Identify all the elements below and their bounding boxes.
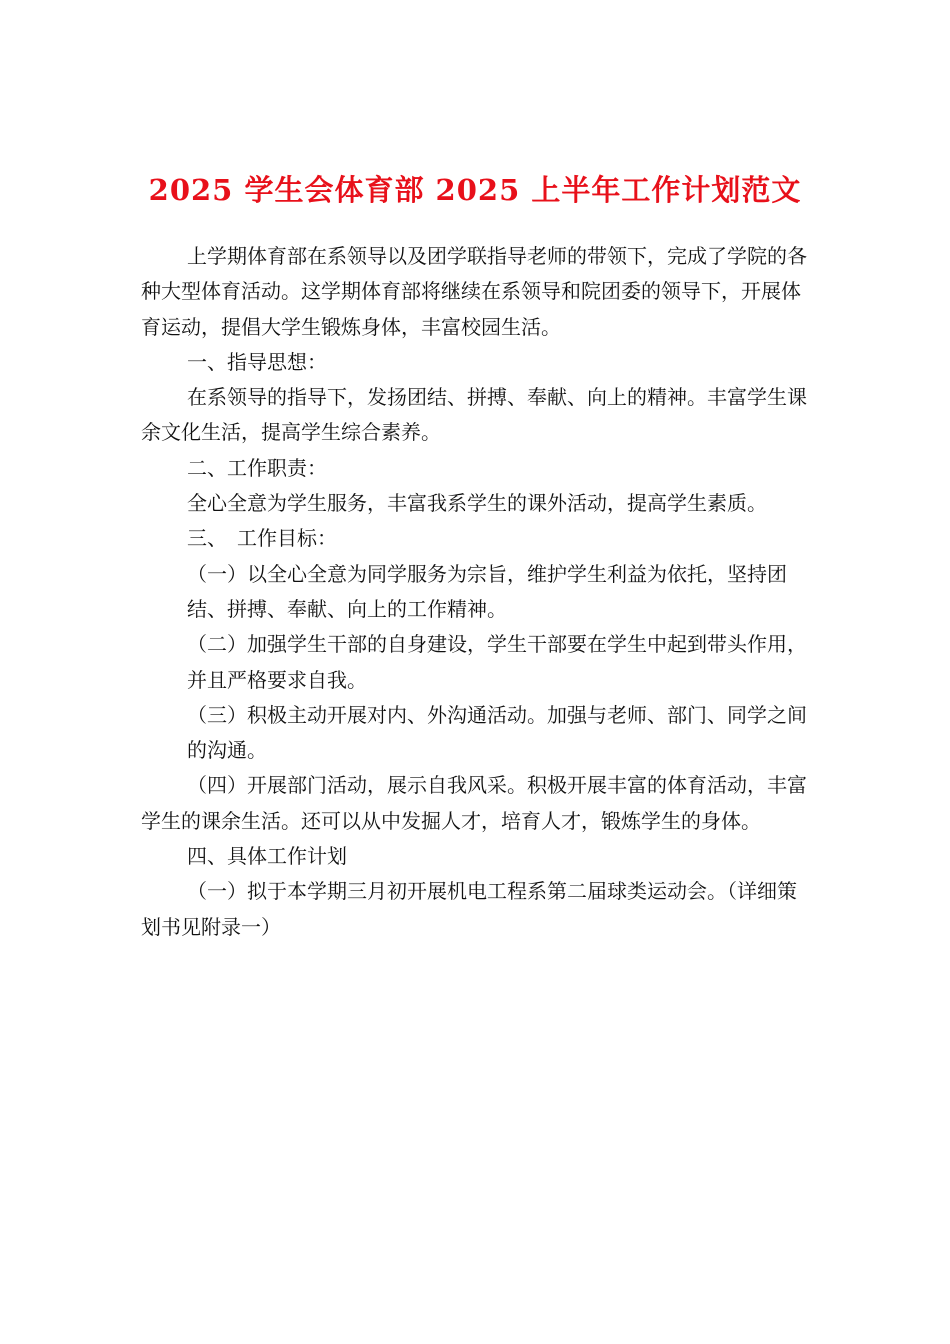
guiding-ideology-paragraph: 在系领导的指导下，发扬团结、拼搏、奉献、向上的精神。丰富学生课余文化生活，提高学生综合素养。 xyxy=(141,385,807,445)
goal-item: （二）加强学生干部的自身建设，学生干部要在学生中起到带头作用，并且严格要求自我。 xyxy=(187,632,807,692)
section-heading-responsibilities: 二、工作职责： xyxy=(187,455,327,480)
section-heading-work-plan: 四、具体工作计划 xyxy=(187,844,347,869)
section-heading-goals: 三、 工作目标： xyxy=(187,526,337,551)
document-title: 2025 学生会体育部 2025 上半年工作计划范文 xyxy=(148,173,802,207)
plan-item: （一）拟于本学期三月初开展机电工程系第二届球类运动会。（详细策划书见附录一） xyxy=(141,879,797,939)
goal-item: （一）以全心全意为同学服务为宗旨，维护学生利益为依托，坚持团结、拼搏、奉献、向上的工作精神。 xyxy=(187,561,787,621)
goal-item: （四）开展部门活动，展示自我风采。积极开展丰富的体育活动，丰富学生的课余生活。还可以从中发掘人才，培育人才，锻炼学生的身体。 xyxy=(141,773,807,833)
responsibilities-paragraph: 全心全意为学生服务，丰富我系学生的课外活动，提高学生素质。 xyxy=(187,491,767,516)
intro-paragraph: 上学期体育部在系领导以及团学联指导老师的带领下，完成了学院的各种大型体育活动。这学期体育部将继续在系领导和院团委的领导下，开展体育运动，提倡大学生锻炼身体，丰富校园生活。 xyxy=(141,244,807,339)
document-body xyxy=(141,239,813,945)
section-heading-guiding-ideology: 一、指导思想： xyxy=(187,349,327,374)
goal-item: （三）积极主动开展对内、外沟通活动。加强与老师、部门、同学之间的沟通。 xyxy=(187,702,807,763)
